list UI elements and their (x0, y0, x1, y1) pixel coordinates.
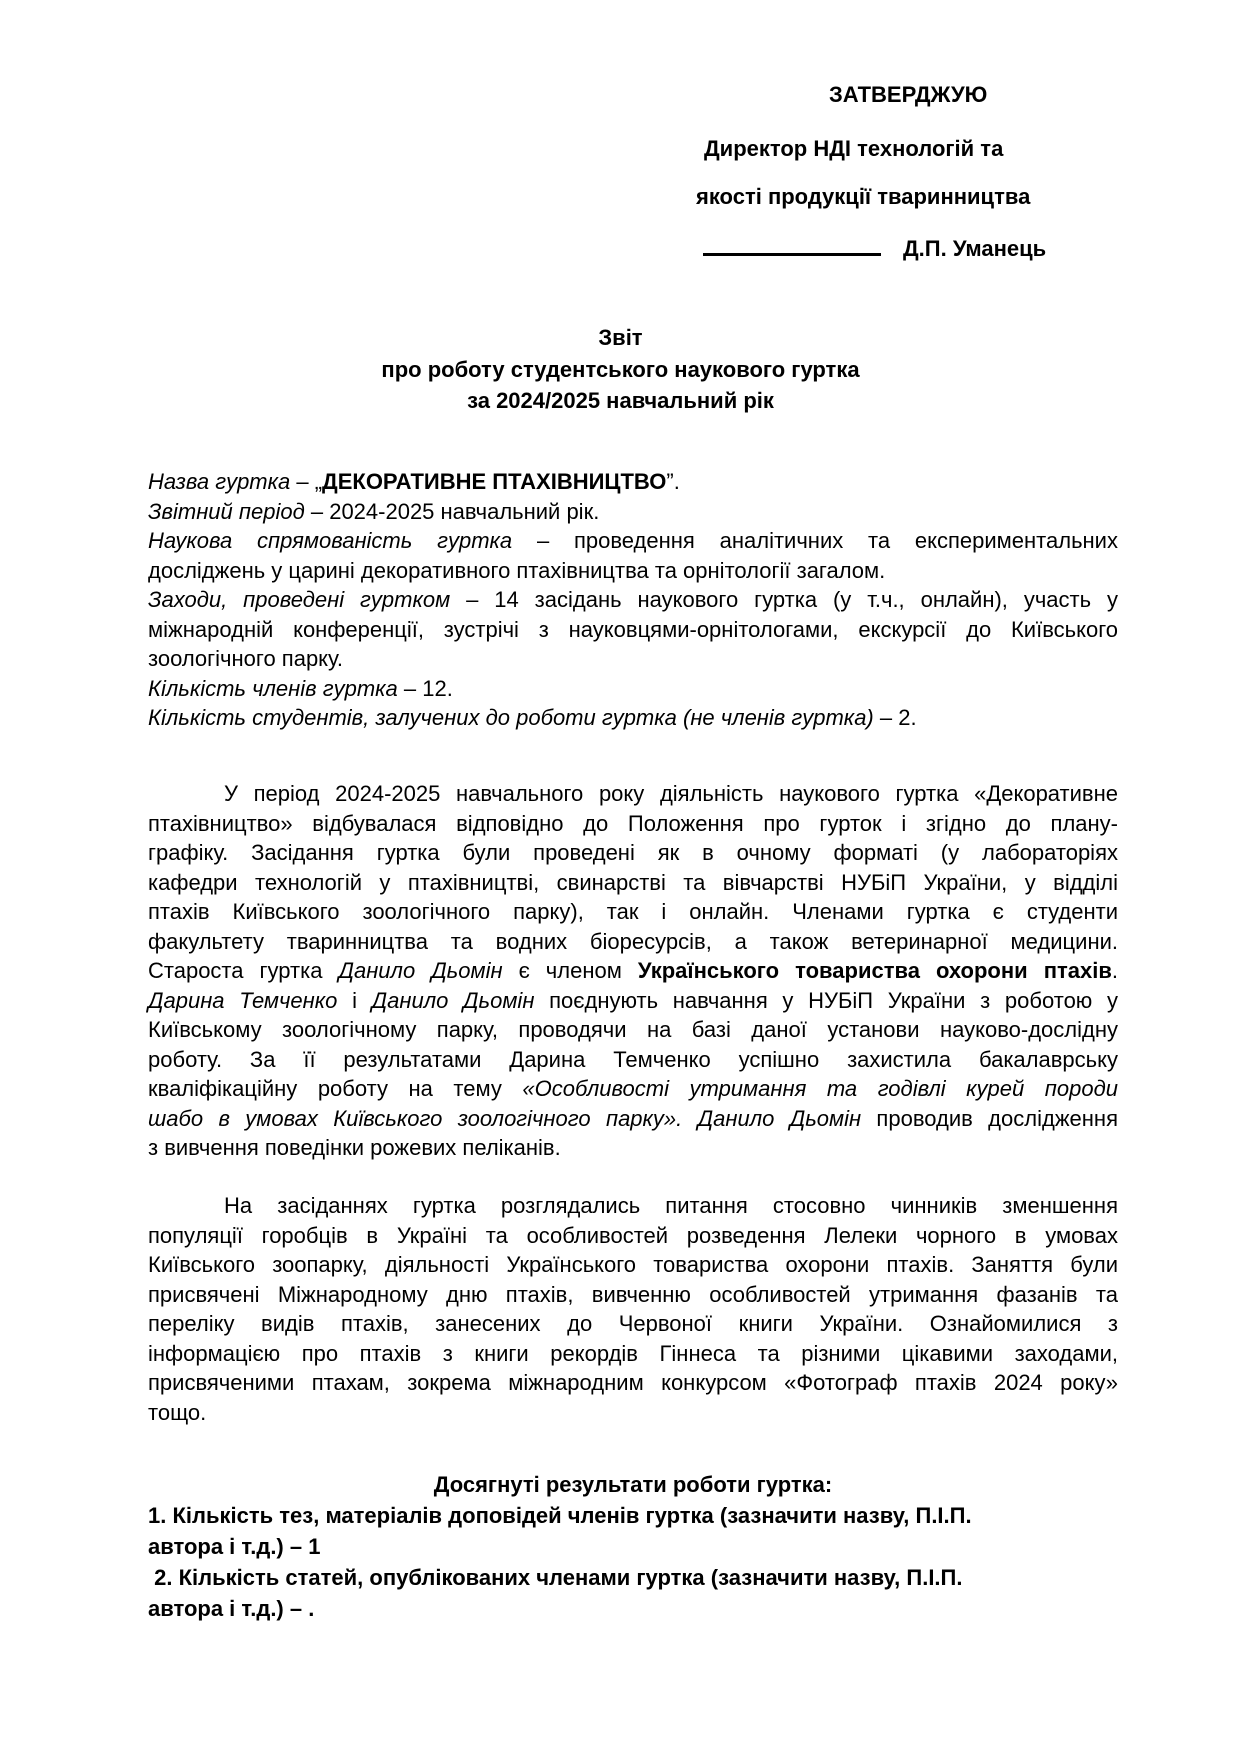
info-members: Кількість членів гуртка – 12. (148, 675, 453, 701)
approval-heading: ЗАТВЕРДЖУЮ (829, 82, 988, 107)
results-heading: Досягнуті результати роботи гуртка: (433, 1472, 833, 1497)
info-name-label: Назва гуртка (148, 469, 291, 494)
paragraph-activity: У період 2024-2025 навчального року діяльність наукового гуртка «Декоративне птахівництво» відбувалася відповідно до Положення про гурток і згідно до плану- графіку. Засідання гуртка були проведені як в очному форматі (у лабораторіях кафедри технологій у птахівництві, свинарстві та вівчарстві НУБіП України, у відділі птахів Київського зоологічного парку), так і онлайн. Членами гуртка є студенти факультету тваринництва та водних біоресурсів, а також ветеринарної медицини. Староста гуртка Данило Дьомін є членом Українського товариства охорони птахів. Дарина Темченко і Данило Дьомін поєднують навчання у НУБіП України з роботою у Київському зоологічному парку, проводячи на базі даної установи науково-дослідну роботу. За її результатами Дарина Темченко успішно захистила бакалаврську кваліфікаційну роботу на тему «Особливості утримання та годівлі курей породи шабо в умовах Київського зоологічного парку». Данило Дьомін проводив дослідження з вивчення поведінки рожевих пеліканів. (148, 781, 1119, 1160)
results-section: Досягнуті результати роботи гуртка: 1. Кількість тез, матеріалів доповідей членів гуртка (зазначити назву, П.І.П. автора і т.д.) – 1 2. Кількість статей, опублікованих членами гуртка (зазначити назву, П.І.П. автора і т.д.) – . (148, 1469, 1118, 1624)
info-members-label: Кількість членів гуртка (148, 675, 398, 701)
info-direction-label: Наукова спрямованість гуртка (148, 528, 513, 553)
paragraph-meetings: На засіданнях гуртка розглядались питання стосовно чинників зменшення популяції горобців в Україні та особливостей розведення Лелеки чорного в умовах Київського зоопарку, діяльності Українського товариства охорони птахів. Заняття були присвячені Міжнародному дню птахів, вивченню особливостей утримання фазанів та переліку видів птахів, занесених до Червоної книги України. Ознайомилися з інформацією про птахів з книги рекордів Гіннеса та різними цікавими заходами, присвяченими птахам, зокрема міжнародним конкурсом «Фотограф птахів 2024 року» тощо. (148, 1193, 1118, 1425)
info-block: Назва гуртка – „ДЕКОРАТИВНЕ ПТАХІВНИЦТВО”. Звітний період – 2024-2025 навчальний рік. Наукова спрямованість гуртка – проведення аналітичних та експериментальних досліджень у царині декоративного птахівництва та орнітології загалом. Заходи, проведені гуртком – 14 засідань наукового гуртка (у т.ч., онлайн), участь у міжнародній конференції, зустрічі з науковцями-орнітологами, екскурсії до Київського зоологічного парку. Кількість членів гуртка – 12. Кількість студентів, залучених до роботи гуртка (не членів гуртка) – 2. (148, 467, 1118, 733)
info-direction: Наукова спрямованість гуртка – проведення аналітичних та експериментальних (148, 528, 1118, 553)
info-period-label: Звітний період (148, 498, 305, 524)
approval-position-line1: Директор НДІ технологій та (704, 136, 1004, 161)
thesis-topic: шабо в умовах Київського зоологічного парку». (148, 1105, 683, 1131)
person-name: Данило Дьомін (338, 958, 503, 983)
info-students: Кількість студентів, залучених до роботи гуртка (не членів гуртка) – 2. (148, 705, 917, 730)
person-name: Данило Дьомін (371, 987, 535, 1013)
info-students-label: Кількість студентів, залучених до роботи гуртка (не членів гуртка) (148, 705, 874, 730)
result-item-1: 1. Кількість тез, матеріалів доповідей членів гуртка (зазначити назву, П.І.П. (148, 1503, 972, 1528)
signature-line (703, 233, 881, 256)
approval-position-line2: якості продукції тваринництва (696, 184, 1031, 209)
info-period: Звітний період – 2024-2025 навчальний рік. (148, 498, 600, 524)
person-name: Дарина Темченко (148, 987, 338, 1013)
thesis-topic: «Особливості утримання та годівлі курей породи (522, 1076, 1119, 1101)
report-subtitle: про роботу студентського наукового гуртка (381, 357, 860, 382)
info-events-label: Заходи, проведені гуртком (148, 587, 451, 612)
info-name: Назва гуртка – „ДЕКОРАТИВНЕ ПТАХІВНИЦТВО”. (148, 469, 680, 494)
person-name: Данило Дьомін (682, 1105, 862, 1131)
approval-signatory: Д.П. Уманець (903, 236, 1047, 261)
approval-signature-row (703, 233, 1046, 261)
organization-name: Українського товариства охорони птахів (637, 958, 1112, 983)
result-item-2: 2. Кількість статей, опублікованих членами гуртка (зазначити назву, П.І.П. (148, 1565, 963, 1590)
report-title: Звіт (598, 325, 643, 350)
report-year: за 2024/2025 навчальний рік (467, 388, 774, 413)
circle-name: ДЕКОРАТИВНЕ ПТАХІВНИЦТВО (322, 469, 667, 494)
info-events: Заходи, проведені гуртком – 14 засідань наукового гуртка (у т.ч., онлайн), участь у (148, 587, 1119, 612)
